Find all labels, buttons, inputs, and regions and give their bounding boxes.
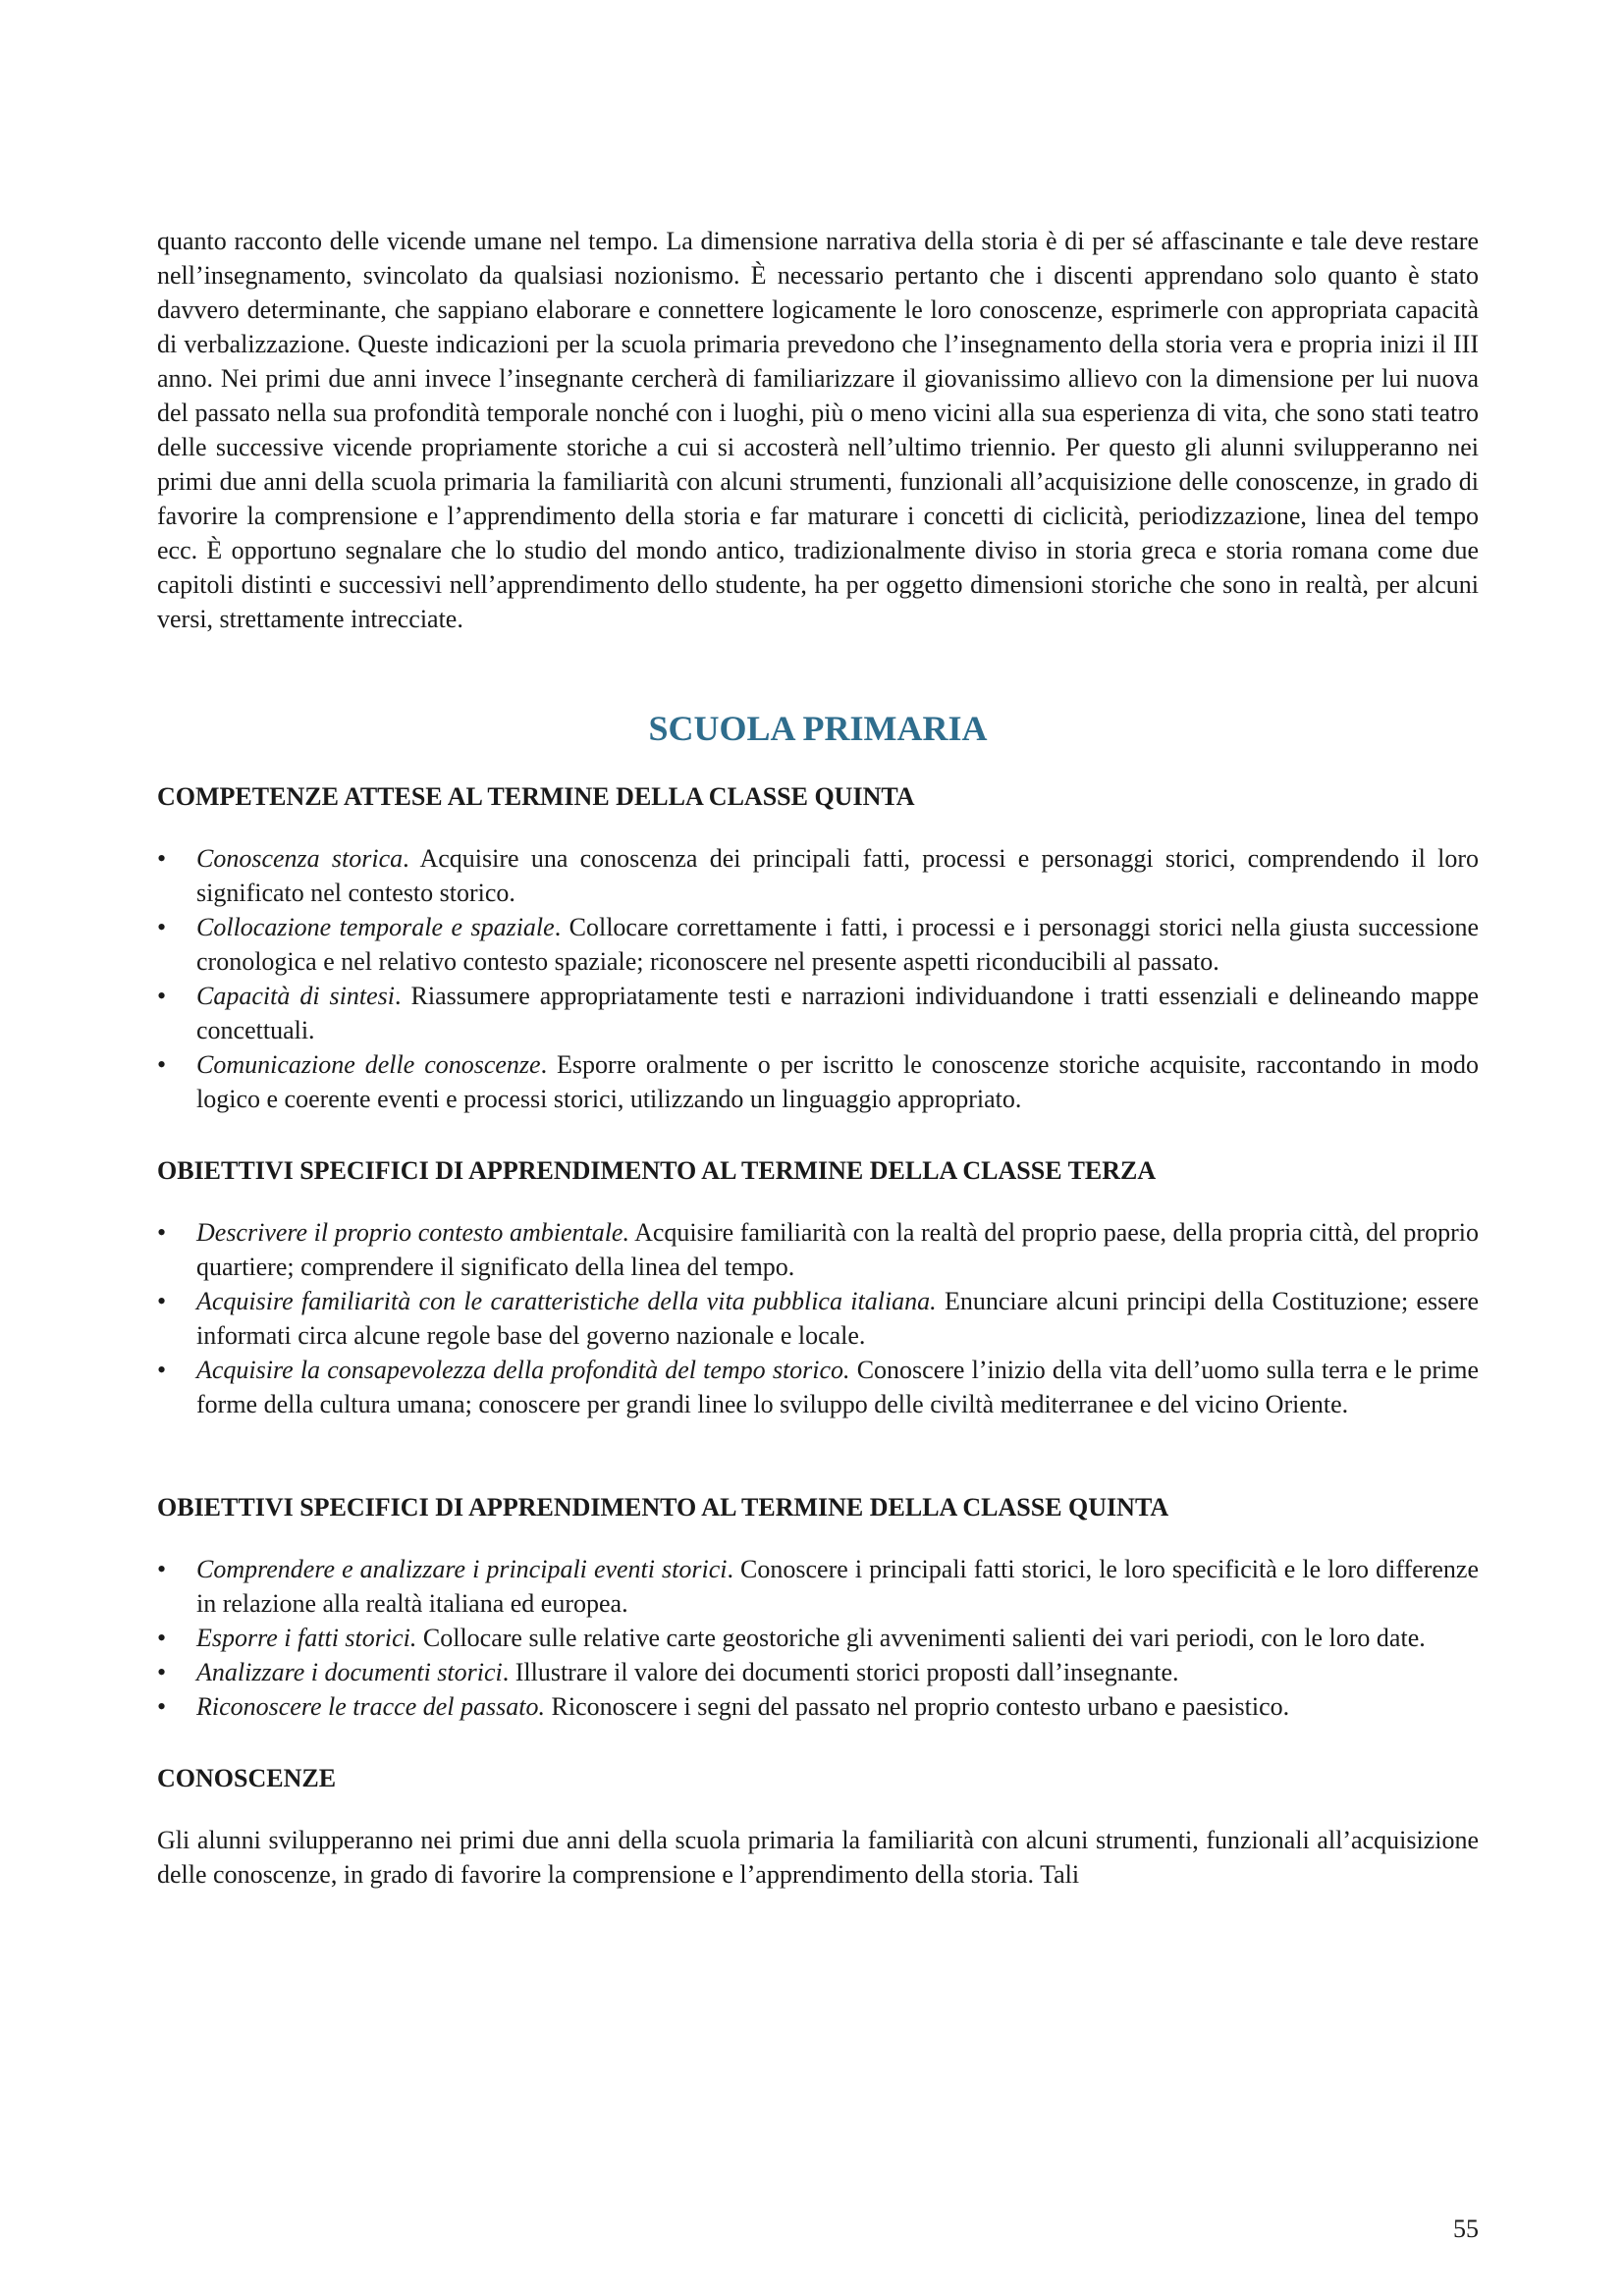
item-lead: Collocazione temporale e spaziale [196, 913, 555, 941]
item-text: Acquisire familiarità con la realtà del proprio paese, della propria città, del proprio quartiere; comprendere il significato della linea del tempo. [196, 1218, 1479, 1281]
list-item [157, 910, 1479, 979]
obiettivi-terza-heading: OBIETTIVI SPECIFICI DI APPRENDIMENTO AL TERMINE DELLA CLASSE TERZA [157, 1156, 1157, 1185]
item-text: . Riassumere appropriatamente testi e narrazioni individuandone i tratti essenziali e delineando mappe concettuali. [196, 982, 1480, 1044]
item-text: Riconoscere i segni del passato nel proprio contesto urbano e paesistico. [545, 1692, 1290, 1721]
list-item [157, 1047, 1479, 1116]
bullet-icon: • [157, 1218, 167, 1247]
main-title: SCUOLA PRIMARIA [648, 709, 988, 748]
list-item [157, 1284, 1479, 1353]
list-item [157, 1353, 1479, 1421]
bullet-icon: • [157, 844, 167, 873]
item-lead: Descrivere il proprio contesto ambientale. [196, 1218, 629, 1247]
page-number: 55 [1453, 2215, 1479, 2243]
item-lead: Comunicazione delle conoscenze [196, 1050, 541, 1079]
bullet-icon: • [157, 1050, 167, 1079]
obiettivi-terza-list [157, 1215, 1479, 1421]
item-lead: Acquisire familiarità con le caratteristiche della vita pubblica italiana. [196, 1287, 937, 1315]
list-item [157, 841, 1479, 910]
list-item [157, 1215, 1479, 1284]
item-text: . Conoscere i principali fatti storici, le loro specificità e le loro differenze in relazione alla realtà italiana ed europea. [196, 1555, 1479, 1618]
bullet-icon: • [157, 982, 167, 1010]
list-item [157, 979, 1479, 1047]
competenze-list [157, 841, 1479, 1116]
intro-paragraph: quanto racconto delle vicende umane nel tempo. La dimensione narrativa della storia è di per sé affascinante e tale deve restare nell’insegnamento, svincolato da qualsiasi nozionismo. È necessario pertanto che i discenti apprendano solo quanto è stato davvero determinante, che sappiano elaborare e connettere logicamente le loro conoscenze, esprimerle con appropriata capacità di verbalizzazione. Queste indicazioni per la scuola primaria prevedono che l’insegnamento della storia vera e propria inizi il III anno. Nei primi due anni invece l’insegnante cercherà di familiarizzare il giovanissimo allievo con la dimensione per lui nuova del passato nella sua profondità temporale nonché con i luoghi, più o meno vicini alla sua esperienza di vita, che sono stati teatro delle successive vicende propriamente storiche a cui si accosterà nell’ultimo triennio. Per questo gli alunni svilupperanno nei primi due anni della scuola primaria la familiarità con alcuni strumenti, funzionali all’acquisizione delle conoscenze, in grado di favorire la comprensione e l’apprendimento della storia e far maturare i concetti di ciclicità, periodizzazione, linea del tempo ecc. È opportuno segnalare che lo studio del mondo antico, tradizionalmente diviso in storia greca e storia romana come due capitoli distinti e successivi nell’apprendimento dello studente, ha per oggetto dimensioni storiche che sono in realtà, per alcuni versi, strettamente intrecciate. [157, 227, 1479, 633]
item-text: . Illustrare il valore dei documenti storici proposti dall’insegnante. [502, 1658, 1179, 1686]
list-item [157, 1621, 1479, 1655]
item-lead: Acquisire la consapevolezza della profondità del tempo storico. [196, 1356, 850, 1384]
item-text: . Esporre oralmente o per iscritto le conoscenze storiche acquisite, raccontando in modo logico e coerente eventi e processi storici, utilizzando un linguaggio appropriato. [196, 1050, 1480, 1113]
item-lead: Riconoscere le tracce del passato. [196, 1692, 545, 1721]
bullet-icon: • [157, 913, 167, 941]
item-text: . Collocare correttamente i fatti, i processi e i personaggi storici nella giusta successione cronologica e nel relativo contesto spaziale; riconoscere nel presente aspetti riconducibili al passato. [196, 913, 1479, 976]
item-text: Conoscere l’inizio della vita dell’uomo sulla terra e le prime forme della cultura umana; conoscere per grandi linee lo sviluppo delle civiltà mediterranee e del vicino Oriente. [196, 1356, 1479, 1418]
competenze-heading: COMPETENZE ATTESE AL TERMINE DELLA CLASSE QUINTA [157, 782, 915, 811]
conoscenze-paragraph: Gli alunni svilupperanno nei primi due anni della scuola primaria la familiarità con alcuni strumenti, funzionali all’acquisizione delle conoscenze, in grado di favorire la comprensione e l’apprendimento della storia. Tali [157, 1826, 1479, 1889]
obiettivi-quinta-heading: OBIETTIVI SPECIFICI DI APPRENDIMENTO AL TERMINE DELLA CLASSE QUINTA [157, 1493, 1169, 1522]
page-content [157, 224, 1479, 1892]
bullet-icon: • [157, 1356, 167, 1384]
item-lead: Analizzare i documenti storici [196, 1658, 503, 1686]
list-item [157, 1689, 1479, 1724]
conoscenze-heading: CONOSCENZE [157, 1764, 337, 1792]
bullet-icon: • [157, 1287, 167, 1315]
item-lead: Comprendere e analizzare i principali eventi storici [196, 1555, 728, 1583]
item-lead: Esporre i fatti storici. [196, 1624, 417, 1652]
bullet-icon: • [157, 1692, 167, 1721]
obiettivi-quinta-list [157, 1552, 1479, 1724]
item-text: Collocare sulle relative carte geostoriche gli avvenimenti salienti dei vari periodi, con le loro date. [416, 1624, 1426, 1652]
item-text: Enunciare alcuni principi della Costituzione; essere informati circa alcune regole base del governo nazionale e locale. [196, 1287, 1479, 1350]
item-text: . Acquisire una conoscenza dei principali fatti, processi e personaggi storici, comprendendo il loro significato nel contesto storico. [196, 844, 1480, 907]
item-lead: Conoscenza storica [196, 844, 404, 873]
item-lead: Capacità di sintesi [196, 982, 395, 1010]
bullet-icon: • [157, 1624, 167, 1652]
list-item [157, 1655, 1479, 1689]
list-item [157, 1552, 1479, 1621]
bullet-icon: • [157, 1555, 167, 1583]
bullet-icon: • [157, 1658, 167, 1686]
